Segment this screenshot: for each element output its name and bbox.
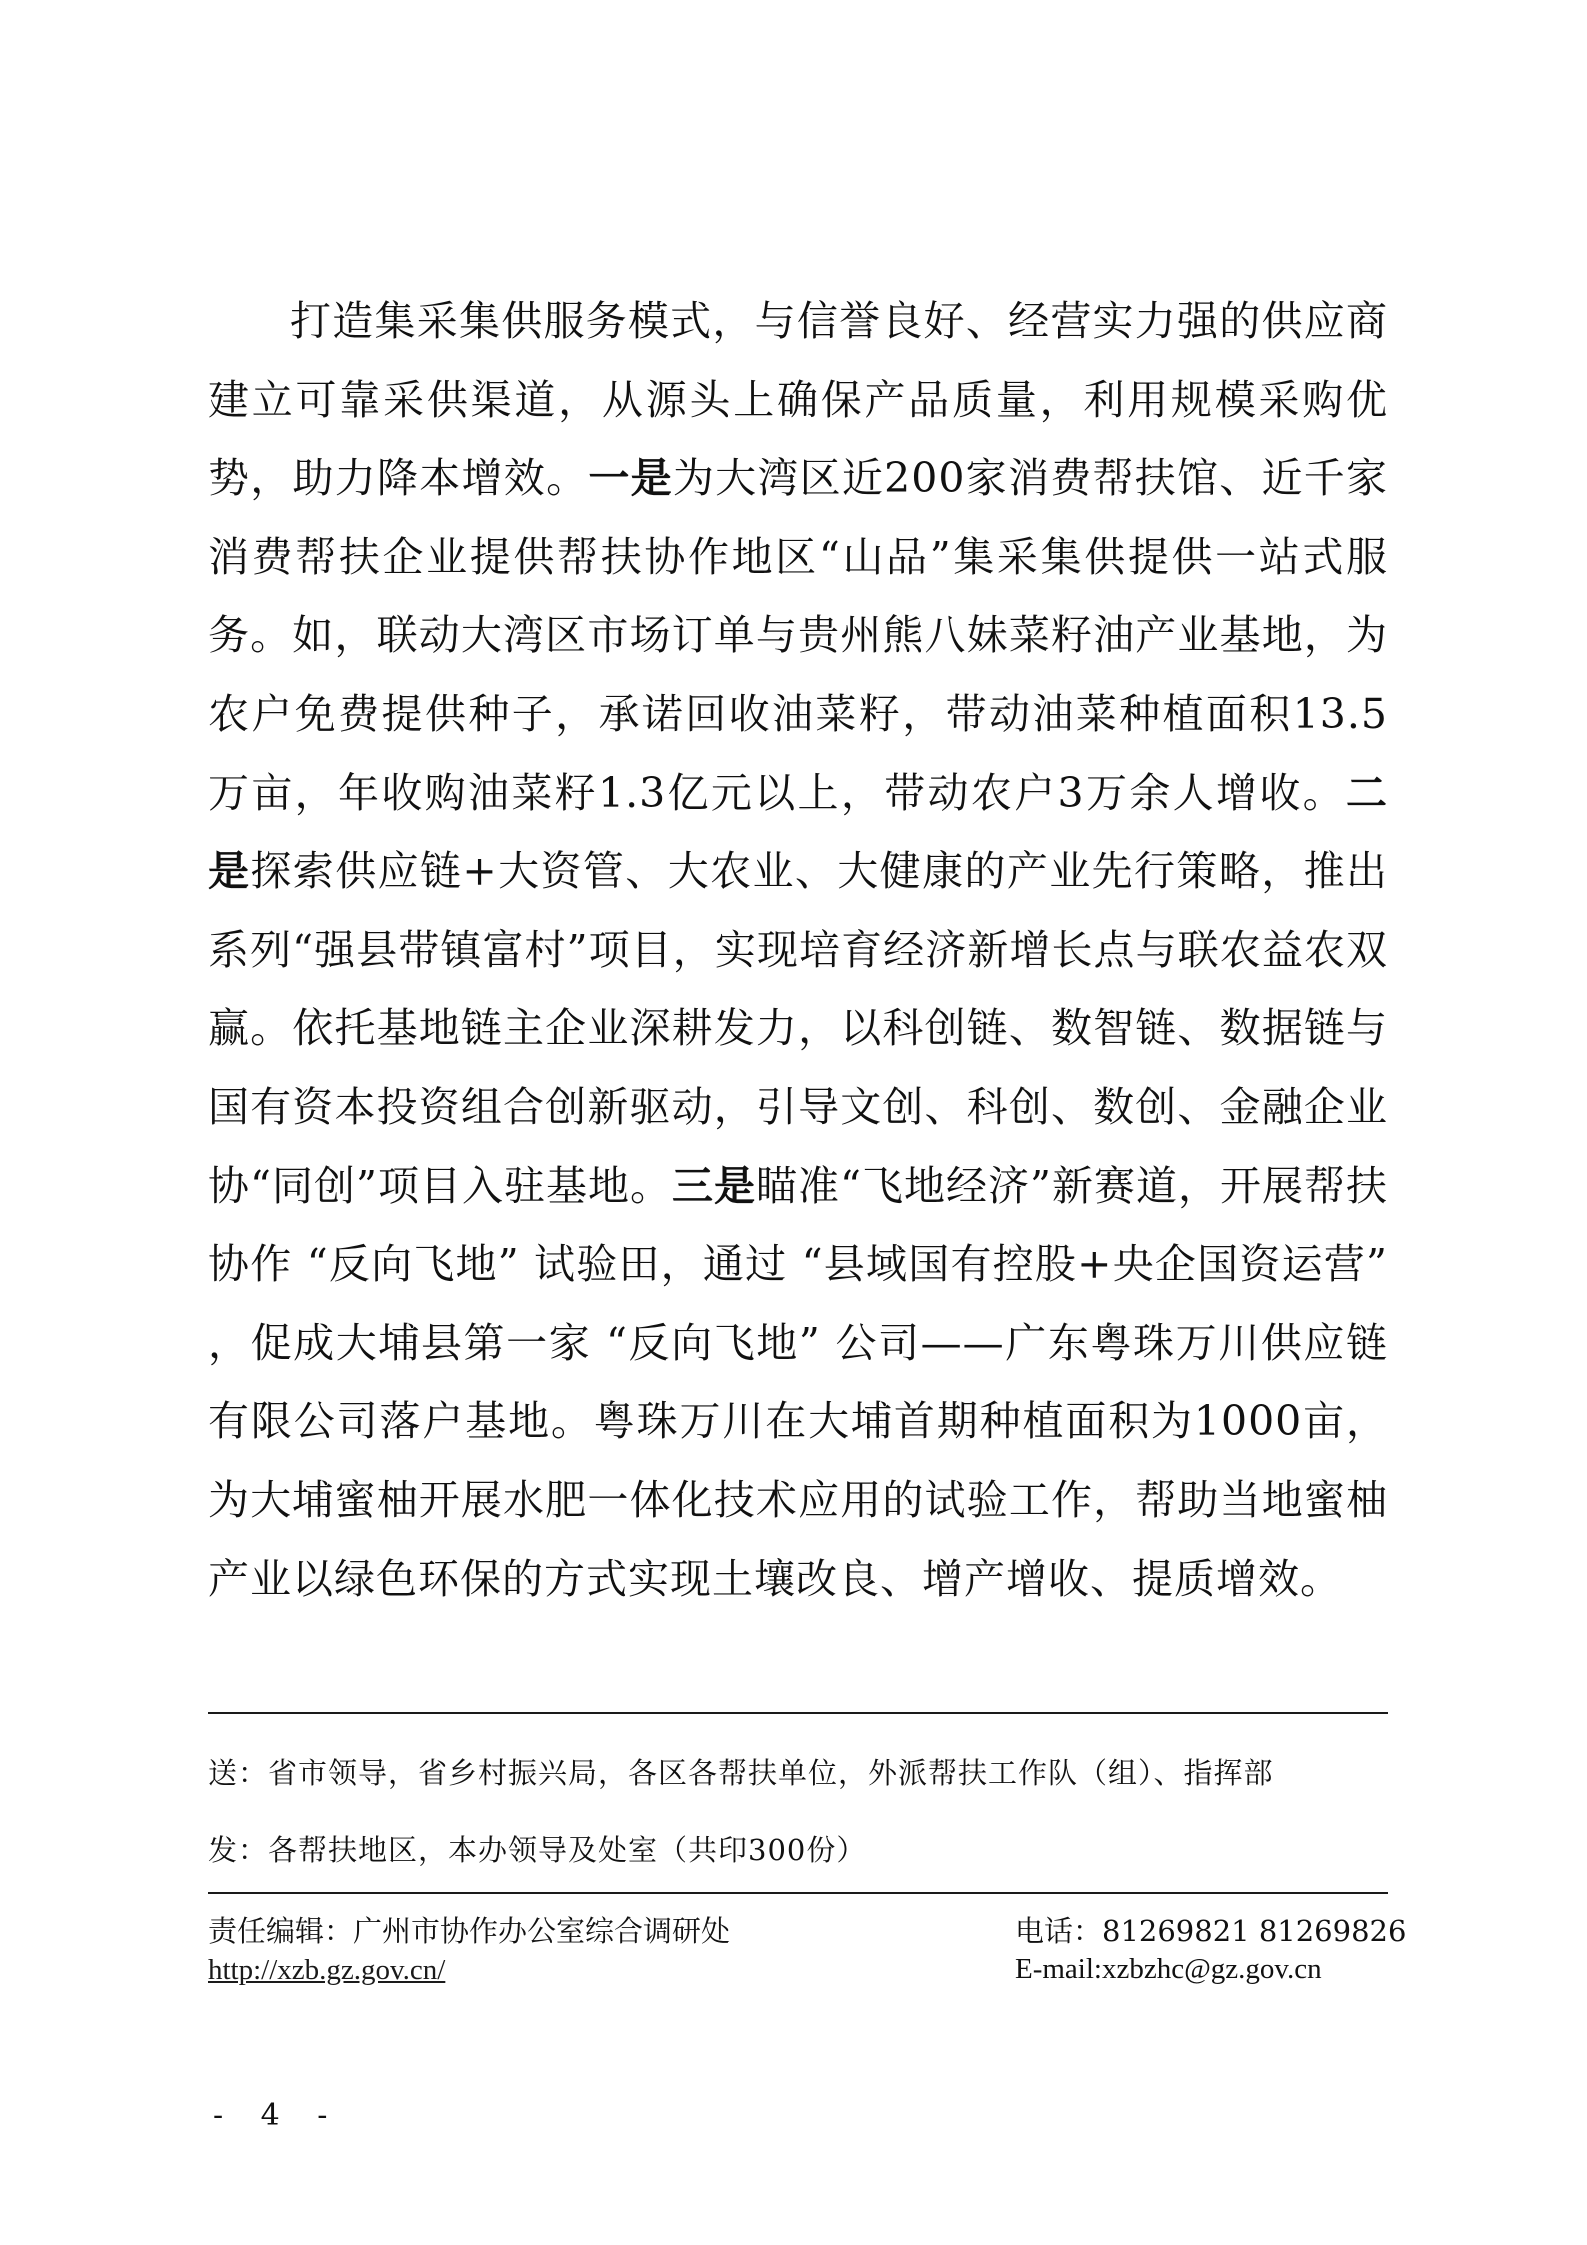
top-divider [208,1712,1388,1714]
responsible-editor: 责任编辑：广州市协作办公室综合调研处 [208,1914,731,1948]
paragraph-sentence-2: 为大湾区近200家消费帮扶馆、近千家消费帮扶企业提供帮扶协作地区“山品”集采集供提供一站式服务。如，联动大湾区市场订单与贵州熊八妹菜籽油产业基地，为农户免费提供种子，承诺回收油菜籽，带动油菜种植面积13.5万亩，年收购油菜籽1.3亿元以上，带动农户3万余人增收。 [208,454,1389,817]
paragraph-sentence-1: 打造集采集供服务模式，与信誉良好、经营实力强的供应商建立可靠采供渠道，从源头上确保产品质量，利用规模采购优势，助力降本增效。 [208,297,1388,503]
bold-marker-second: 二是 [208,768,1388,896]
bottom-divider [208,1892,1388,1894]
footer-right [1015,1912,1406,1988]
bold-marker-first: 一是 [588,454,673,503]
bold-marker-third: 三是 [672,1161,757,1210]
footer-left [208,1912,730,1989]
paragraph-sentence-4: 瞄准“飞地经济”新赛道，开展帮扶协作 “反向飞地” 试验田，通过 “县域国有控股+央企国资运营” ，促成大埔县第一家 “反向飞地” 公司——广东粤珠万川供应链有限公司落户基地。粤珠万川在大埔首期种植面积为1000亩，为大埔蜜柚开展水肥一体化技术应用的试验工作，帮助当地蜜柚产业以绿色环保的方式实现土壤改良、增产增收、提质增效。 [208,1161,1389,1603]
phone-numbers: 电话：81269821 81269826 [1015,1914,1407,1948]
distribution-send-line: 送：省市领导，省乡村振兴局，各区各帮扶单位，外派帮扶工作队（组）、指挥部 [208,1756,1274,1790]
website-link[interactable]: http://xzb.gz.gov.cn/ [208,1954,446,1986]
distribution-issue-line: 发：各帮扶地区，本办领导及处室（共印300份） [208,1833,867,1867]
paragraph-sentence-3: 探索供应链+大资管、大农业、大健康的产业先行策略，推出系列“强县带镇富村”项目，实现培育经济新增长点与联农益农双赢。依托基地链主企业深耕发力，以科创链、数智链、数据链与国有资本投资组合创新驱动，引导文创、科创、数创、金融企业协“同创”项目入驻基地。 [208,847,1389,1210]
body-paragraph [208,282,1388,1618]
page-number: - 4 - [213,2098,342,2133]
email-address: E-mail:xzbzhc@gz.gov.cn [1015,1953,1322,1985]
